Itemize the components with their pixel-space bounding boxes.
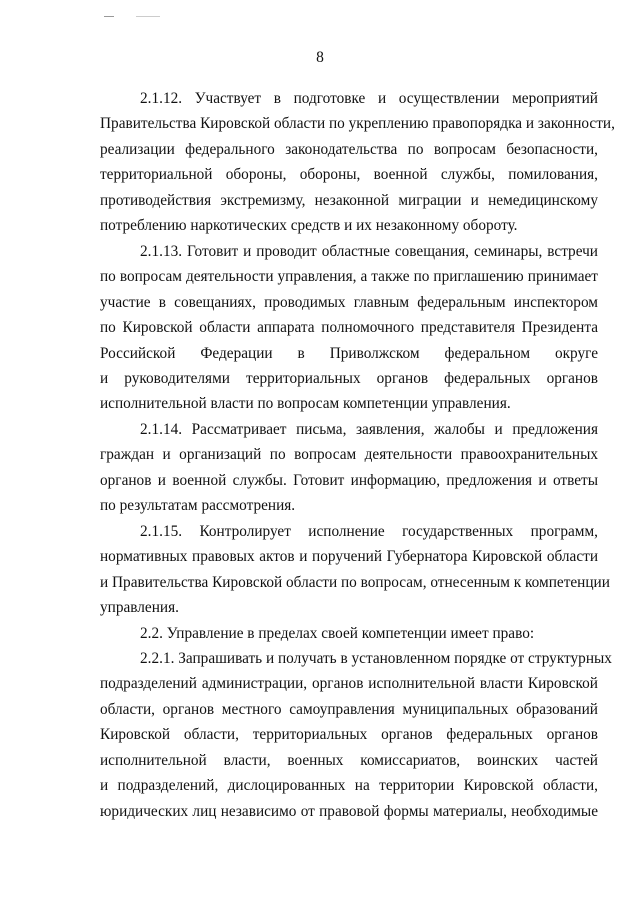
text-line: Российской Федерации в Приволжском федеральном округе bbox=[100, 344, 598, 362]
text-line: и Правительства Кировской области по вопросам, отнесенным к компетенции bbox=[100, 573, 610, 591]
text-line: граждан и организаций по вопросам деятельности правоохранительных bbox=[100, 446, 598, 464]
text-line: Правительства Кировской области по укреплению правопорядка и законности, bbox=[100, 115, 615, 133]
document-body bbox=[100, 86, 615, 824]
text-line: территориальной обороны, обороны, военной службы, помилования, bbox=[100, 166, 598, 184]
text-line: нормативных правовых актов и поручений Губернатора Кировской области bbox=[100, 548, 598, 566]
text-line: и руководителями территориальных органов федеральных органов bbox=[100, 369, 598, 387]
text-line: противодействия экстремизму, незаконной миграции и немедицинскому bbox=[100, 191, 598, 209]
paragraph bbox=[100, 519, 610, 621]
text-line: исполнительной власти по вопросам компетенции управления. bbox=[100, 395, 511, 413]
text-line: области, органов местного самоуправления муниципальных образований bbox=[100, 700, 598, 718]
text-line: участие в совещаниях, проводимых главным федеральным инспектором bbox=[100, 293, 598, 311]
text-line: 2.2. Управление в пределах своей компетенции имеет право: bbox=[140, 624, 535, 642]
text-line: органов и военной службы. Готовит информацию, предложения и ответы bbox=[100, 471, 598, 489]
text-line: Кировской области, территориальных органов федеральных органов bbox=[100, 726, 598, 744]
text-line: 2.1.13. Готовит и проводит областные совещания, семинары, встречи bbox=[140, 242, 598, 260]
page-number: 8 bbox=[316, 49, 324, 66]
text-line: по Кировской области аппарата полномочного представителя Президента bbox=[100, 319, 598, 337]
text-line: подразделений администрации, органов исполнительной власти Кировской bbox=[100, 675, 598, 693]
paragraph bbox=[100, 417, 598, 519]
text-line: исполнительной власти, военных комиссариатов, воинских частей bbox=[100, 751, 598, 769]
paragraph bbox=[100, 621, 598, 646]
paragraph bbox=[100, 86, 615, 239]
scan-artifact bbox=[136, 16, 160, 17]
text-line: потреблению наркотических средств и их незаконному обороту. bbox=[100, 217, 518, 235]
text-line: 2.2.1. Запрашивать и получать в установленном порядке от структурных bbox=[140, 649, 612, 667]
text-line: 2.1.12. Участвует в подготовке и осуществлении мероприятий bbox=[140, 90, 598, 107]
text-line: и подразделений, дислоцированных на территории Кировской области, bbox=[100, 777, 598, 795]
text-line: по результатам рассмотрения. bbox=[100, 497, 296, 515]
paragraph bbox=[100, 646, 612, 824]
text-line: 2.1.14. Рассматривает письма, заявления, жалобы и предложения bbox=[140, 420, 598, 438]
text-line: 2.1.15. Контролирует исполнение государственных программ, bbox=[140, 522, 598, 540]
text-line: управления. bbox=[100, 599, 179, 617]
scan-artifact bbox=[104, 16, 114, 17]
text-line: по вопросам деятельности управления, а также по приглашению принимает bbox=[100, 268, 598, 286]
text-line: реализации федерального законодательства по вопросам безопасности, bbox=[100, 140, 598, 158]
paragraph bbox=[100, 239, 598, 417]
text-line: юридических лиц независимо от правовой формы материалы, необходимые bbox=[100, 802, 598, 820]
